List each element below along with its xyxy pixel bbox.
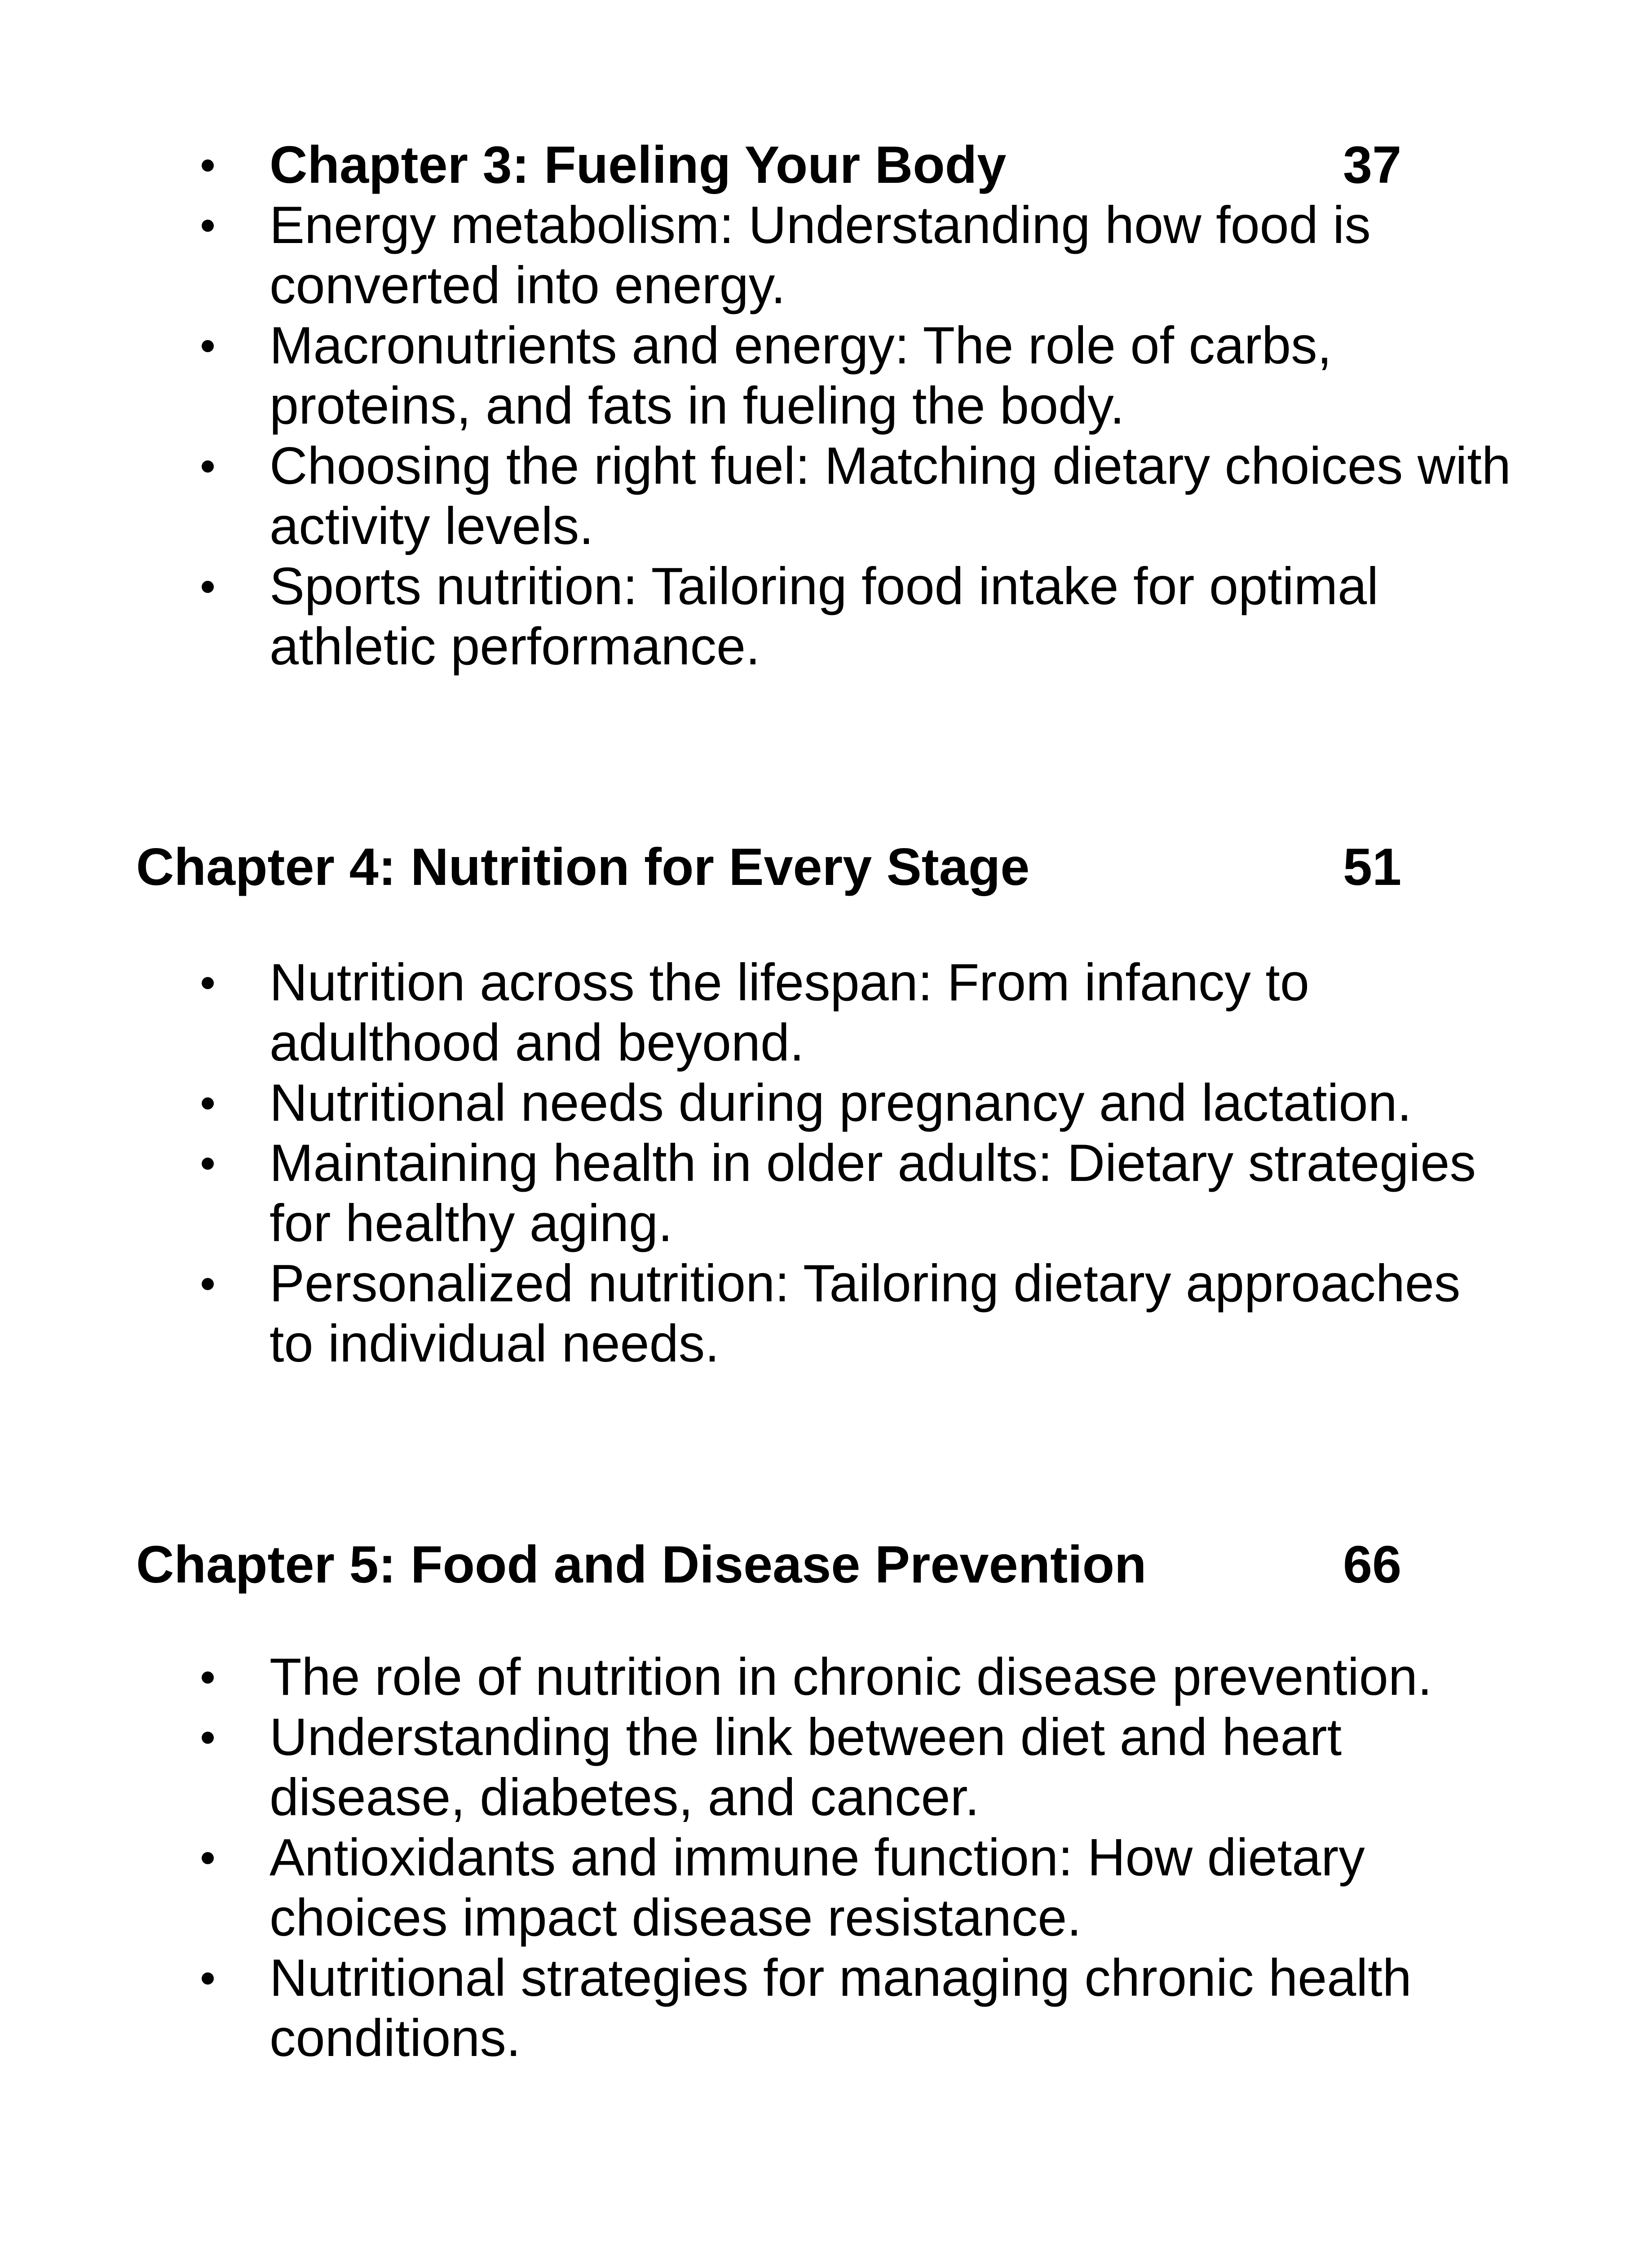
list-item bbox=[0, 195, 1518, 315]
bullet-icon bbox=[202, 1972, 214, 1985]
list-item-text: The role of nutrition in chronic disease prevention. bbox=[269, 1647, 1432, 1706]
list-item-text: Sports nutrition: Tailoring food intake for optimal athletic performance. bbox=[269, 557, 1379, 676]
list-item-text: Nutritional strategies for managing chronic health conditions. bbox=[269, 1948, 1412, 2067]
chapter-5-title: Chapter 5: Food and Disease Prevention bbox=[136, 1535, 1147, 1594]
bullet-icon bbox=[202, 1097, 214, 1110]
list-item bbox=[0, 952, 1518, 1073]
bullet-icon bbox=[202, 460, 214, 473]
chapter-5-list bbox=[0, 1647, 1652, 2068]
list-item bbox=[0, 436, 1518, 556]
list-item bbox=[0, 1073, 1518, 1133]
list-item-text: Macronutrients and energy: The role of carbs, proteins, and fats in fueling the body. bbox=[269, 316, 1332, 435]
list-item-text: Antioxidants and immune function: How dietary choices impact disease resistance. bbox=[269, 1828, 1365, 1947]
list-item bbox=[0, 1827, 1518, 1948]
list-item bbox=[0, 556, 1518, 676]
chapter-3-list bbox=[0, 135, 1652, 676]
list-item-text: Personalized nutrition: Tailoring dietary approaches to individual needs. bbox=[269, 1254, 1461, 1373]
bullet-icon bbox=[202, 581, 214, 593]
list-item bbox=[0, 1707, 1518, 1827]
bullet-icon bbox=[202, 1852, 214, 1864]
chapter-3-page: 37 bbox=[1343, 135, 1402, 194]
chapter-4-list bbox=[0, 952, 1652, 1374]
chapter-5-page: 66 bbox=[1343, 1535, 1402, 1594]
list-item-text: Choosing the right fuel: Matching dietary choices with activity levels. bbox=[269, 436, 1511, 555]
list-item-text: Energy metabolism: Understanding how food is converted into energy. bbox=[269, 195, 1371, 314]
chapter-3-heading bbox=[0, 135, 1518, 195]
chapter-4-title: Chapter 4: Nutrition for Every Stage bbox=[136, 837, 1030, 896]
bullet-icon bbox=[202, 1732, 214, 1744]
list-item-text: Understanding the link between diet and heart disease, diabetes, and cancer. bbox=[269, 1707, 1342, 1826]
chapter-4-page: 51 bbox=[1343, 837, 1402, 896]
chapter-3-title: Chapter 3: Fueling Your Body bbox=[269, 135, 1007, 194]
bullet-icon bbox=[202, 340, 214, 352]
list-item bbox=[0, 315, 1518, 436]
bullet-icon bbox=[202, 1158, 214, 1170]
list-item-text: Nutritional needs during pregnancy and lactation. bbox=[269, 1073, 1412, 1132]
list-item-text: Maintaining health in older adults: Dietary strategies for healthy aging. bbox=[269, 1133, 1476, 1252]
bullet-icon bbox=[202, 977, 214, 989]
bullet-icon bbox=[202, 1278, 214, 1290]
list-item bbox=[0, 1948, 1518, 2068]
list-item bbox=[0, 1253, 1518, 1374]
bullet-icon bbox=[202, 1671, 214, 1684]
list-item bbox=[0, 1133, 1518, 1253]
list-item bbox=[0, 1647, 1518, 1707]
bullet-icon bbox=[202, 220, 214, 232]
bullet-icon bbox=[202, 159, 214, 172]
list-item-text: Nutrition across the lifespan: From infancy to adulthood and beyond. bbox=[269, 953, 1309, 1072]
